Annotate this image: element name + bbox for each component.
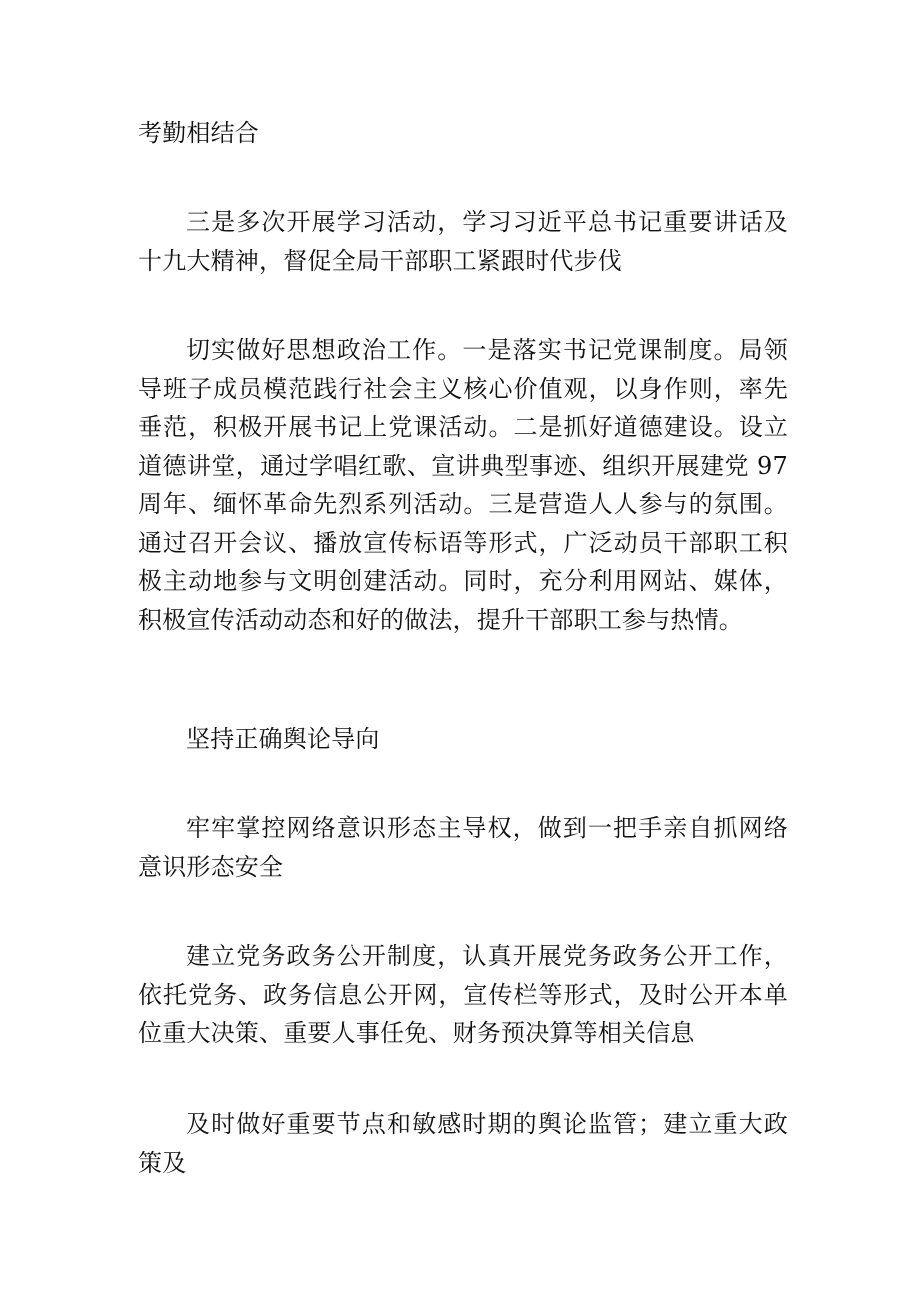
paragraph-2: 三是多次开展学习活动，学习习近平总书记重要讲话及十九大精神，督促全局干部职工紧跟时代步伐 xyxy=(138,208,788,275)
paragraph-3: 切实做好思想政治工作。一是落实书记党课制度。局领导班子成员模范践行社会主义核心价值观，以身作则，率先垂范，积极开展书记上党课活动。二是抓好道德建设。设立道德讲堂，通过学唱红歌、宣讲典型事迹、组织开展建党 97 周年、缅怀革命先烈系列活动。三是营造人人参与的氛围。通过召开会议、播放宣传标语等形式，广泛动员干部职工积极主动地参与文明创建活动。同时，充分利用网站、媒体，积极宣传活动动态和好的做法，提升干部职工参与热情。 xyxy=(138,336,788,634)
paragraph-7: 及时做好重要节点和敏感时期的舆论监管；建立重大政策及 xyxy=(138,1110,788,1177)
paragraph-4: 坚持正确舆论导向 xyxy=(186,725,380,753)
paragraph-5: 牢牢掌控网络意识形态主导权，做到一把手亲自抓网络意识形态安全 xyxy=(138,814,788,881)
paragraph-6: 建立党务政务公开制度，认真开展党务政务公开工作，依托党务、政务信息公开网，宣传栏等形式，及时公开本单位重大决策、重要人事任免、财务预决算等相关信息 xyxy=(138,942,788,1047)
paragraph-1: 考勤相结合 xyxy=(138,119,259,147)
